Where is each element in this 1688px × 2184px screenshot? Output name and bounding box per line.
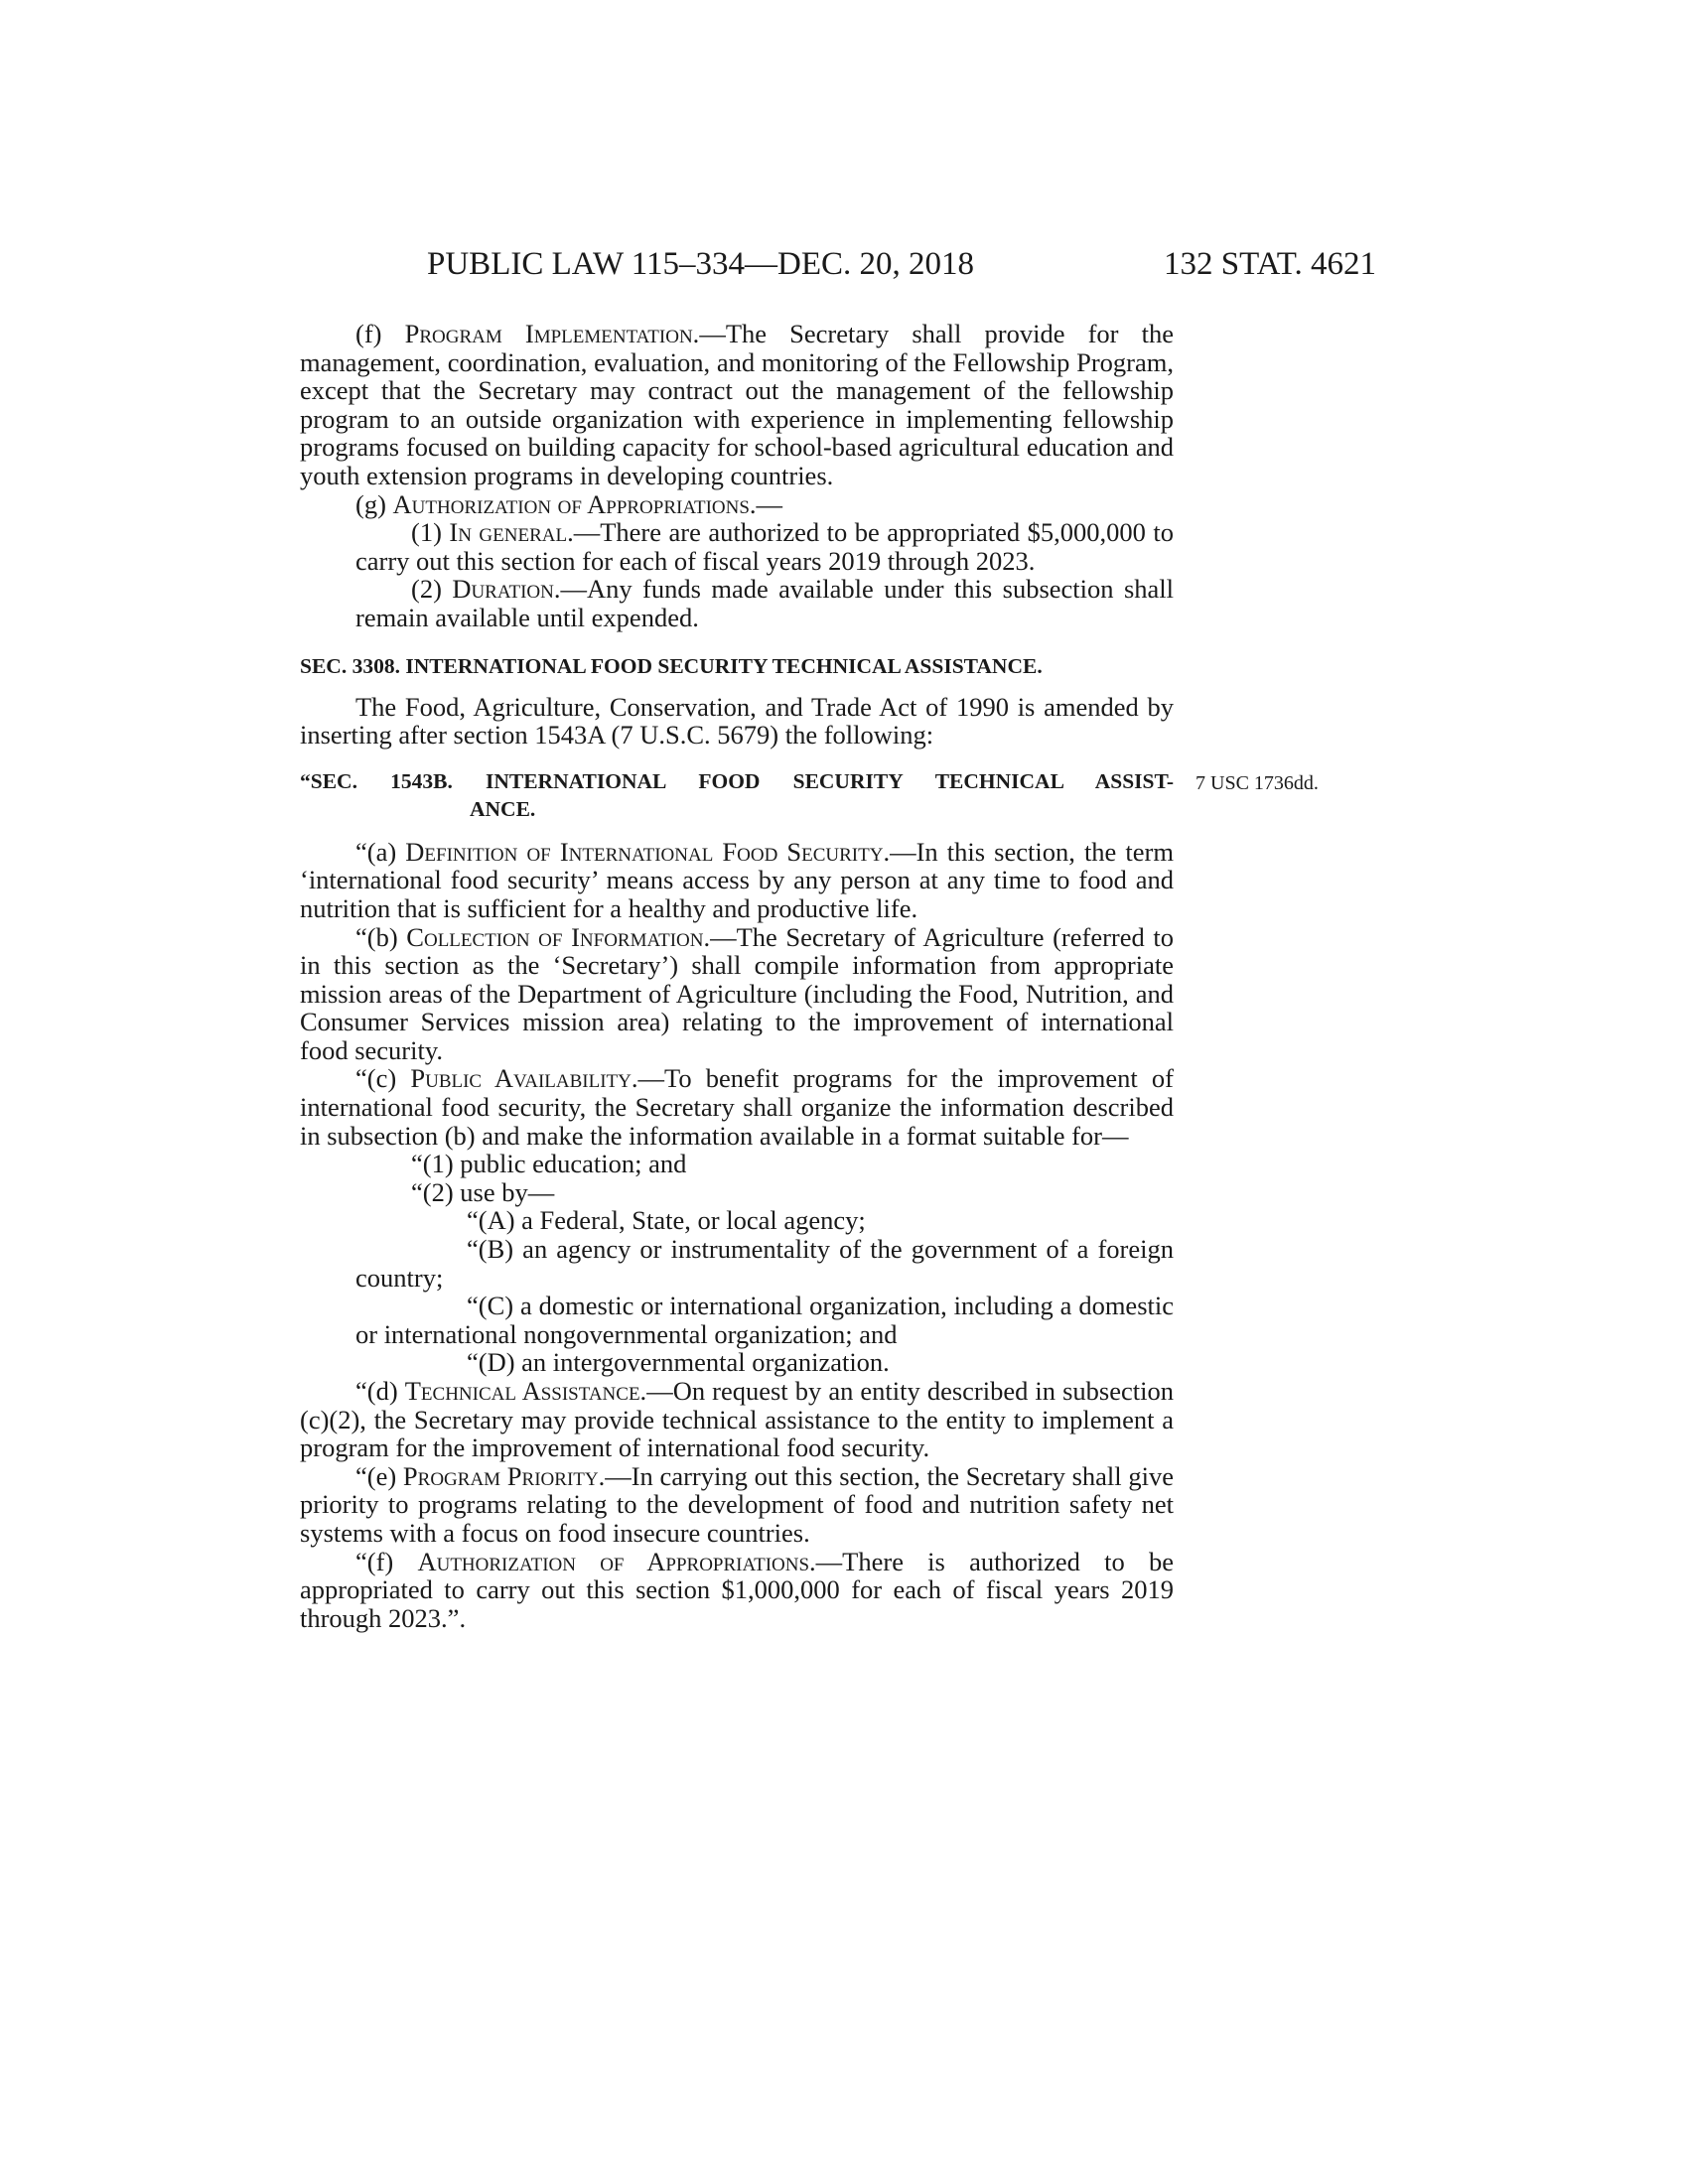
subsection-c: “(c) Public Availability.—To benefit programs for the improvement of international food security, the Secretary shall organize the information described in subsection (b) and make the information available in a format suitable for— [300, 1063, 1174, 1151]
subsection-b: “(b) Collection of Information.—The Secretary of Agriculture (referred to in this section as the ‘Secretary’) shall compile information from appropriate mission areas of the Department of Agriculture (including the Food, Nutrition, and Consumer Services mission area) relating to the improvement of international food security. [300, 921, 1174, 1065]
subsection-c-2: “(2) use by— [411, 1176, 555, 1207]
paragraph-g-2: (2) Duration.—Any funds made available under this subsection shall remain available until expended. [355, 574, 1174, 632]
section-1543b-heading: “SEC. 1543B. INTERNATIONAL FOOD SECURITY TECHNICAL ASSIST- ANCE. 7 USC 1736dd. [300, 768, 1319, 821]
page-number: 132 STAT. 4621 [1163, 246, 1376, 282]
subsection-c-2-B: “(B) an agency or instrumentality of the government of a foreign country; [355, 1234, 1174, 1293]
subsection-d: “(d) Technical Assistance.—On request by an entity described in subsection (c)(2), the Secretary may provide technical assistance to the entity to implement a program for the improvement of international food security. [300, 1376, 1174, 1463]
page-body [300, 319, 1319, 1633]
paragraph-g-1: (1) In general.—There are authorized to be appropriated $5,000,000 to carry out this section for each of fiscal years 2019 through 2023. [355, 517, 1175, 576]
paragraph-g: (g) Authorization of Appropriations.— [355, 488, 783, 519]
subsection-c-1: “(1) public education; and [411, 1149, 687, 1179]
subsection-a: “(a) Definition of International Food Security.—In this section, the term ‘international food security’ means access by any person at any time to food and nutrition that is sufficient for a healthy and productive life. [300, 836, 1174, 923]
usc-margin-note: 7 USC 1736dd. [1196, 771, 1319, 794]
subsection-c-2-D: “(D) an intergovernmental organization. [467, 1347, 890, 1378]
subsection-c-2-A: “(A) a Federal, State, or local agency; [467, 1205, 866, 1236]
running-title: PUBLIC LAW 115–334—DEC. 20, 2018 [427, 246, 975, 282]
section-3308-heading: SEC. 3308. INTERNATIONAL FOOD SECURITY TECHNICAL ASSISTANCE. [300, 653, 1043, 678]
subsection-f: “(f) Authorization of Appropriations.—There is authorized to be appropriated to carry out this section $1,000,000 for each of fiscal years 2019 through 2023.”. [300, 1546, 1174, 1633]
section-3308-intro: The Food, Agriculture, Conservation, and Trade Act of 1990 is amended by inserting after section 1543A (7 U.S.C. 5679) the following: [300, 691, 1174, 751]
page-header [300, 246, 1376, 286]
subsection-c-2-C: “(C) a domestic or international organization, including a domestic or international nongovernmental organization; and [355, 1291, 1174, 1349]
paragraph-f: (f) Program Implementation.—The Secretary shall provide for the management, coordination, evaluation, and monitoring of the Fellowship Program, except that the Secretary may contract out the management of the fellowship program to an outside organization with experience in implementing fellowship programs focused on building capacity for school-based agricultural education and youth extension programs in developing countries. [300, 319, 1174, 490]
subsection-e: “(e) Program Priority.—In carrying out this section, the Secretary shall give priority to programs relating to the development of food and nutrition safety net systems with a focus on food insecure countries. [300, 1460, 1174, 1548]
